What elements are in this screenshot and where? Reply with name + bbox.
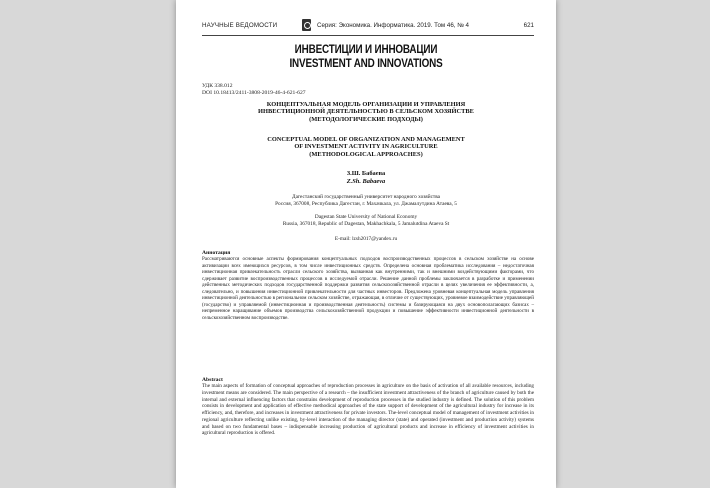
affiliation-line: Russia, 367018, Republic of Dagestan, Makhachkala, 5 Jamalutdina Ataeva St — [282, 221, 450, 227]
affiliation-line: Dagestan State University of National Economy — [314, 214, 418, 220]
title-line: ИНВЕСТИЦИОННОЙ ДЕЯТЕЛЬНОСТЬЮ В СЕЛЬСКОМ ХОЗЯЙСТВЕ — [258, 108, 474, 116]
university-logo-icon — [302, 19, 311, 31]
doi: DOI 10.18413/2411-3808-2019-46-4-621-627 — [202, 90, 306, 96]
title-line: КОНЦЕПТУАЛЬНАЯ МОДЕЛЬ ОРГАНИЗАЦИИ И УПРАВЛЕНИЯ — [266, 101, 466, 108]
author-name-en: Z.Sh. Babaeva — [346, 178, 386, 185]
abstract-text-ru: Рассматриваются основные аспекты формирования концептуальных подходов воспроизводственных процессов в сельском хозяйстве на основе активизации всех имеющихся ресурсов, в том числе инвестиционных средств. Определена основная проблематика исследования – недостаточная инвестиционная привлекательность отрасли сельского хозяйства, вызванная как внутренними, так и внешними воздействующими факторами, что сдерживает развитие воспроизводственных процессов в исследуемой отрасли. Решение данной проблемы заключается в разработке и применении действенных методических подходов государственной поддержки развития сельскохозяйственной отрасли в целях увеличения ее эффективности, а, следовательно, и повышения инвестиционной привлекательности для частных инвесторов. Предложена уровневая концептуальная модель управления инвестиционной деятельностью в региональном сельском хозяйстве, отражающая, в отличие от существующих, уровневое взаимодействие управляющей (государство) и управляемой (инвестиционная и производственная деятельность) системы и базирующаяся на двух основополагающих базисах – непременное наращивание объемов производства сельскохозяйственной продукции и повышение эффективности инвестиционной деятельности в сельскохозяйственном воспроизводстве. — [202, 256, 534, 321]
abstract-heading-ru: Аннотация — [202, 250, 231, 256]
title-line: OF INVESTMENT ACTIVITY IN AGRICULTURE — [294, 143, 438, 151]
affiliation-ru — [206, 194, 526, 208]
journal-series: Серия: Экономика. Информатика. 2019. Том 46, № 4 — [317, 22, 469, 29]
abstract-text-en: The main aspects of formation of conceptual approaches of reproduction processes in agriculture on the basis of activation of all available resources, including investment means are considered. The main perspective of a research – the insufficient investment attractiveness of the branch of agriculture caused by both the internal and external influencing factors that constrains development of reproduction processes in the studied industry is defined. The solution of this problem consists in development and application of effective methodical approaches of the state support of development of the agricultural industry for increase in its efficiency, and, therefore, and increases in investment attractiveness for private investors. The-level conceptual model of management of investment activities in regional agriculture reflecting unlike existing, by-level interaction of the managing director (state) and operated (investment and production activity) systems and based on two fundamental bases – indispensable increasing production of agricultural products and increase in efficiency of investment activities in agricultural reproduction is offered. — [202, 383, 534, 437]
article-title-en — [206, 136, 526, 158]
journal-name: НАУЧНЫЕ ВЕДОМОСТИ — [202, 22, 278, 29]
author-email: E-mail: lzsh2017@yandex.ru — [334, 236, 398, 242]
udk-code: УДК 338.012 — [202, 83, 233, 89]
abstract-heading-en: Abstract — [202, 377, 223, 383]
title-line: CONCEPTUAL MODEL OF ORGANIZATION AND MANAGEMENT — [267, 136, 465, 143]
author-name-ru: З.Ш. Бабаева — [346, 170, 386, 177]
page-number: 621 — [523, 22, 534, 29]
affiliation-en — [206, 214, 526, 228]
running-header — [202, 19, 534, 36]
title-line: (МЕТОДОЛОГИЧЕСКИЕ ПОДХОДЫ) — [309, 115, 423, 123]
article-title-ru — [206, 101, 526, 123]
affiliation-line: Россия, 367008, Республика Дагестан, г. Махачкала, ул. Джамалутдина Атаева, 5 — [275, 201, 457, 207]
document-page — [176, 0, 556, 488]
section-title-ru: ИНВЕСТИЦИИ И ИННОВАЦИИ — [294, 44, 438, 56]
section-title-en: INVESTMENT AND INNOVATIONS — [289, 58, 443, 70]
affiliation-line: Дагестанский государственный университет народного хозяйства — [291, 194, 441, 200]
title-line: (METHODOLOGICAL APPROACHES) — [309, 150, 423, 158]
